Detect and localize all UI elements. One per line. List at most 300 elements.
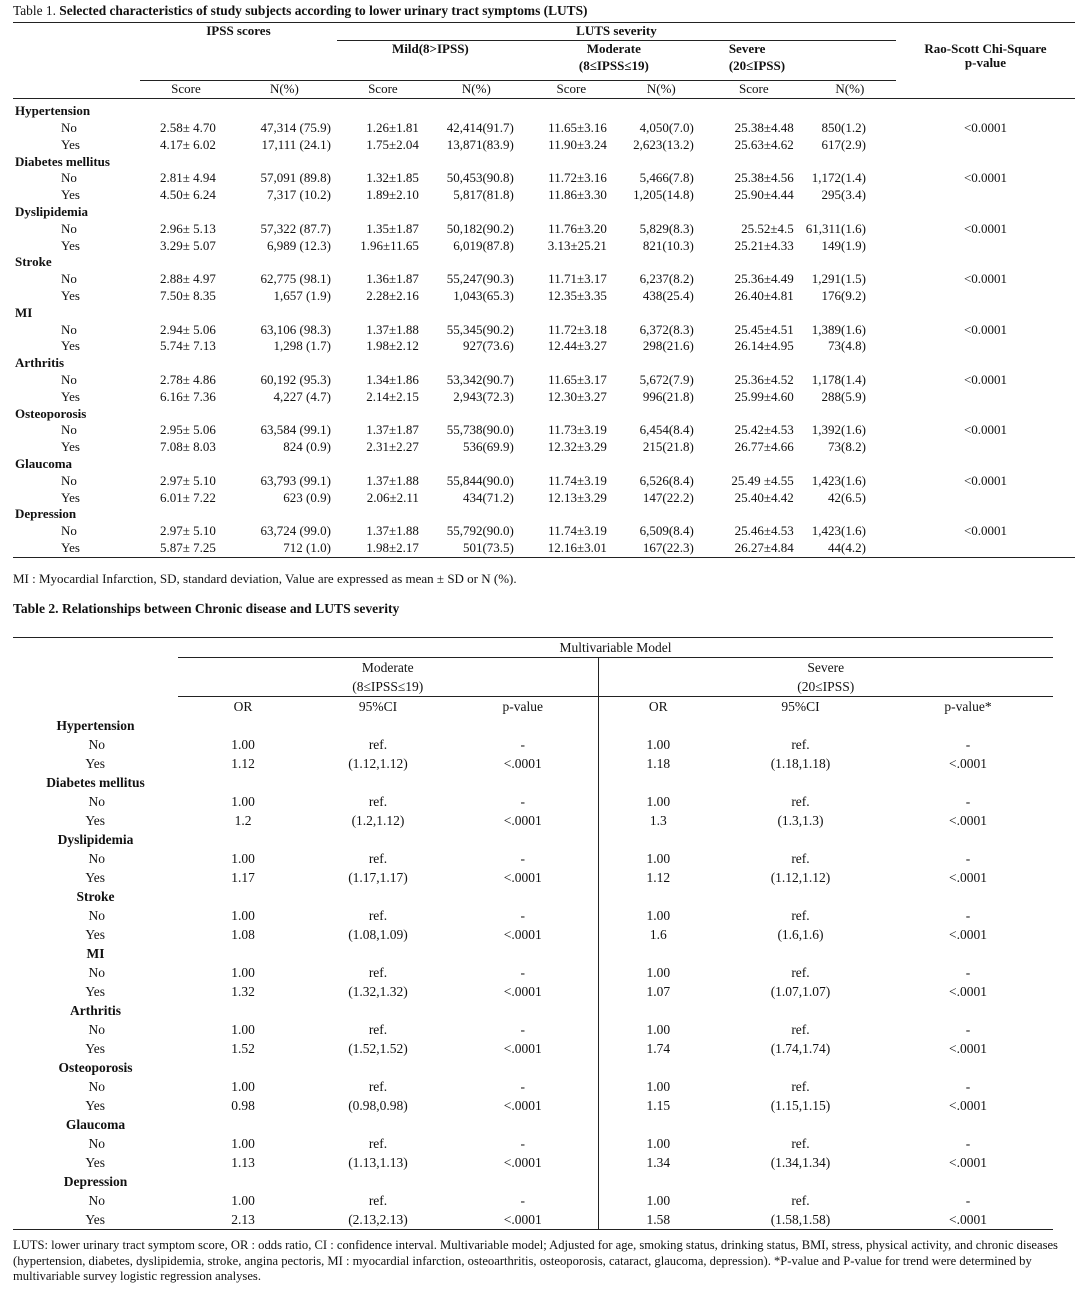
t1-cell: 6,019(87.8) [453,237,514,253]
t1-cell: 12.32±3.29 [547,439,607,455]
t2-cell: (1.34,1.34) [770,1155,831,1170]
t2-cell: - [520,965,525,980]
t2-group-label: Glaucoma [65,1117,126,1132]
t1-group-row [13,154,1075,171]
t1-data-row [13,322,1075,339]
t1-data-row [13,137,1075,154]
t2-cell: 1.3 [598,811,718,830]
t1-pvalue-cell: <0.0001 [963,170,1008,186]
t2-cell: 1.00 [231,1136,255,1151]
t1-cell: 1.98±2.17 [366,539,419,555]
t2-empty-cell [178,830,308,849]
t1-cell: 1.89±2.10 [366,187,419,203]
t2-empty-cell [178,716,308,735]
table1 [13,22,1075,558]
t1-cell: 2.14±2.15 [366,388,419,404]
t2-cell: 1.00 [598,849,718,868]
t2-cell: 1.00 [231,1079,255,1094]
t2-empty-cell [883,1058,1053,1077]
t2-group-label: Arthritis [70,1003,121,1018]
t2-cell: ref. [791,1079,810,1094]
t1-group-label: Glaucoma [15,455,73,471]
t1-data-row [13,473,1075,490]
t2-cell: 1.08 [231,927,255,942]
t2-data-row [13,1191,1053,1210]
t1-group-row [13,254,1075,271]
t2-empty-cell [308,830,448,849]
t2-data-row [13,1077,1053,1096]
t1-col-score: Score [704,80,804,98]
t2-header-model: Multivariable Model [178,638,1053,658]
t1-row-label: No [61,119,77,135]
t2-cell: 1.00 [231,965,255,980]
t2-empty-cell [308,1115,448,1134]
t1-row-label: Yes [61,338,80,354]
t2-empty-cell [718,773,883,792]
t1-cell: 7.08± 8.03 [160,439,216,455]
t2-cell: ref. [791,965,810,980]
t1-cell: 3.13±25.21 [547,237,607,253]
t1-row-label: Yes [61,539,80,555]
t2-data-row [13,982,1053,1001]
t2-empty-cell [598,1001,718,1020]
t1-cell: 25.90±4.44 [734,187,794,203]
t2-empty-cell [308,887,448,906]
t2-cell: (1.07,1.07) [770,984,831,999]
t2-empty-cell [598,887,718,906]
t2-cell: (1.12,1.12) [348,756,408,771]
t2-empty-cell [883,1172,1053,1191]
t1-cell: 5.74± 7.13 [160,338,216,354]
t1-cell: 55,844(90.0) [446,472,514,488]
t2-empty-cell [718,716,883,735]
t1-pvalue-cell: <0.0001 [963,371,1008,387]
t1-cell: 55,247(90.3) [446,271,514,287]
t1-cell: 42,414(91.7) [446,119,514,135]
t2-cell: 0.98 [231,1098,255,1113]
t1-cell: 6,237(8.2) [639,271,694,287]
t1-pvalue-cell [896,439,1075,456]
t2-header-moderate-range: (8≤IPSS≤19) [352,679,424,694]
t1-pvalue-cell [896,540,1075,557]
t2-cell: (1.13,1.13) [348,1155,408,1170]
t1-cell: 1,291(1.5) [811,271,866,287]
t2-cell: <.0001 [503,1098,542,1113]
t1-cell: 2.58± 4.70 [160,119,216,135]
t1-data-row [13,187,1075,204]
t1-data-row [13,221,1075,238]
t2-empty-cell [598,773,718,792]
table2 [13,637,1053,1230]
t1-cell: 4.17± 6.02 [160,136,216,152]
t2-group-label: Hypertension [56,718,135,733]
table1-caption [13,3,588,19]
t2-empty-cell [598,944,718,963]
t1-group-label: MI [15,304,33,320]
t1-row-label: Yes [61,439,80,455]
t1-data-row [13,422,1075,439]
t1-cell: 26.14±4.95 [734,338,794,354]
t2-row-label: Yes [85,813,105,828]
t1-cell: 1,392(1.6) [811,422,866,438]
t2-cell: <.0001 [503,870,542,885]
t1-pvalue-cell: <0.0001 [963,472,1008,488]
t2-empty-cell [598,716,718,735]
t2-group-label: Diabetes mellitus [46,775,145,790]
t2-empty-cell [448,1058,598,1077]
t2-group-row [13,887,1053,906]
t2-empty-cell [178,1001,308,1020]
t2-cell: - [520,1022,525,1037]
t1-cell: 63,106 (98.3) [260,321,331,337]
t1-cell: 927(73.6) [462,338,514,354]
t1-cell: 73(4.8) [828,338,866,354]
t2-cell: - [965,1079,971,1094]
t2-empty-cell [308,1001,448,1020]
t1-cell: 11.74±3.19 [548,472,607,488]
t2-cell: <.0001 [503,984,542,999]
t1-cell: 61,311(1.6) [805,220,866,236]
t1-cell: 1.36±1.87 [366,271,419,287]
t1-cell: 6,372(8.3) [639,321,694,337]
t2-empty-cell [448,773,598,792]
t1-group-label: Diabetes mellitus [15,153,110,169]
t2-cell: - [520,851,525,866]
t1-cell: 6,989 (12.3) [266,237,331,253]
t1-cell: 4.50± 6.24 [160,187,216,203]
t1-data-row [13,523,1075,540]
t2-cell: - [520,1079,525,1094]
t1-pvalue-cell: <0.0001 [963,523,1008,539]
t1-row-label: Yes [61,187,80,203]
t1-group-label: Osteoporosis [15,405,87,421]
t2-cell: 1.52 [231,1041,255,1056]
t2-row-label: Yes [85,1098,105,1113]
t1-cell: 11.74±3.19 [548,523,607,539]
t1-cell: 1.98±2.12 [366,338,419,354]
t2-cell: 1.58 [598,1210,718,1230]
t1-header-severe-range: (20≤IPSS) [728,57,786,73]
t2-empty-cell [448,1001,598,1020]
t2-cell: 1.00 [598,963,718,982]
t2-empty-cell [598,1172,718,1191]
t1-cell: 2,623(13.2) [633,136,694,152]
t1-cell: 6,454(8.4) [639,422,694,438]
t2-cell: 1.00 [598,1020,718,1039]
t2-cell: 1.07 [598,982,718,1001]
t2-col-p-star: p-value* [883,697,1053,717]
t1-header-severe: Severe [728,40,766,56]
t2-cell: 1.00 [598,906,718,925]
t1-cell: 55,345(90.2) [446,321,514,337]
t1-header-rao: Rao-Scott Chi-Square [924,40,1047,56]
t2-data-row [13,1020,1053,1039]
t1-cell: 295(3.4) [821,187,866,203]
t2-cell: <.0001 [949,1212,987,1227]
t2-data-row [13,1134,1053,1153]
t2-cell: 1.2 [234,813,252,828]
t1-cell: 1.26±1.81 [366,119,419,135]
t1-pvalue-cell: <0.0001 [963,321,1008,337]
t1-cell: 1,178(1.4) [811,371,866,387]
t1-col-score: Score [524,80,619,98]
t2-cell: ref. [368,1079,388,1094]
t1-cell: 2.94± 5.06 [160,321,216,337]
t1-cell: 11.86±3.30 [548,187,607,203]
t2-cell: <.0001 [949,984,987,999]
t2-empty-cell [883,830,1053,849]
t2-cell: ref. [368,737,388,752]
t1-pvalue-cell: <0.0001 [963,422,1008,438]
t1-data-row [13,389,1075,406]
t2-data-row [13,735,1053,754]
t1-cell: 1.35±1.87 [366,220,419,236]
t1-row-label: No [61,523,77,539]
t1-cell: 3.29± 5.07 [160,237,216,253]
t1-cell: 434(71.2) [462,489,514,505]
t2-cell: 1.00 [598,1134,718,1153]
t2-cell: <.0001 [503,1041,542,1056]
t1-cell: 5,817(81.8) [453,187,514,203]
t1-cell: 25.38±4.56 [734,170,794,186]
t2-cell: <.0001 [949,927,987,942]
t2-cell: 1.00 [231,737,255,752]
t2-empty-cell [718,830,883,849]
t1-cell: 996(21.8) [642,388,694,404]
t2-empty-cell [178,1172,308,1191]
t1-group-row [13,103,1075,120]
t2-cell: (1.52,1.52) [348,1041,408,1056]
t2-cell: 1.00 [598,792,718,811]
t1-col-n: N(%) [804,80,896,98]
t2-cell: ref. [791,794,810,809]
t2-group-row [13,1058,1053,1077]
t2-cell: (1.17,1.17) [348,870,408,885]
t2-row-label: Yes [85,1041,105,1056]
t2-cell: ref. [791,851,810,866]
t2-row-label: No [88,794,105,809]
t1-cell: 2.95± 5.06 [160,422,216,438]
t1-pvalue-cell [896,238,1075,255]
t2-cell: (1.12,1.12) [770,870,831,885]
t1-cell: 25.52±4.5 [741,220,794,236]
t2-data-row [13,1096,1053,1115]
t2-cell: <.0001 [503,1212,542,1227]
t1-row-label: No [61,422,77,438]
t2-cell: - [965,851,971,866]
t2-cell: - [520,737,525,752]
table1-body [13,103,1075,557]
t2-cell: - [965,794,971,809]
t1-cell: 438(25.4) [642,287,694,303]
t2-empty-cell [718,887,883,906]
t2-row-label: No [88,965,105,980]
t1-cell: 26.40±4.81 [734,287,794,303]
t1-cell: 1,389(1.6) [811,321,866,337]
t1-cell: 13,871(83.9) [446,136,514,152]
t2-cell: 1.00 [231,794,255,809]
t1-cell: 44(4.2) [828,539,866,555]
t1-cell: 4,227 (4.7) [273,388,331,404]
t1-cell: 50,182(90.2) [446,220,514,236]
t2-empty-cell [308,773,448,792]
t2-row-label: Yes [85,1212,105,1227]
t2-cell: - [965,1136,971,1151]
t1-row-label: No [61,321,77,337]
t1-row-label: No [61,472,77,488]
t2-group-row [13,944,1053,963]
t2-group-label: Dyslipidemia [57,832,134,847]
t2-empty-cell [308,1172,448,1191]
t2-row-label: No [88,1136,105,1151]
t1-cell: 25.49 ±4.55 [731,472,794,488]
t2-cell: (1.2,1.12) [351,813,405,828]
t2-data-row [13,1039,1053,1058]
t2-cell: - [520,1193,525,1208]
t1-header-mild: Mild(8>IPSS) [392,40,469,56]
t2-cell: 1.34 [598,1153,718,1172]
table1-note: MI : Myocardial Infarction, SD, standard deviation, Value are expressed as mean ± SD or N (%). [13,571,517,586]
t2-cell: ref. [368,908,388,923]
t2-cell: 1.00 [231,851,255,866]
t1-group-row [13,506,1075,523]
t1-cell: 1,172(1.4) [811,170,866,186]
t1-cell: 11.90±3.24 [548,136,607,152]
t2-cell: ref. [368,1136,388,1151]
t1-cell: 25.99±4.60 [734,388,794,404]
t1-data-row [13,271,1075,288]
t1-cell: 6,509(8.4) [639,523,694,539]
t2-cell: 1.15 [598,1096,718,1115]
t2-row-label: No [88,908,105,923]
t1-cell: 73(8.2) [828,439,866,455]
t1-group-row [13,456,1075,473]
t1-cell: 11.65±3.16 [548,119,607,135]
t1-cell: 12.44±3.27 [547,338,607,354]
t1-header-pvalue: p-value [964,54,1007,70]
t1-pvalue-cell [896,338,1075,355]
table1-caption-prefix: Table 1. [13,3,60,18]
t2-cell: (1.18,1.18) [770,756,831,771]
t2-col-p: p-value [448,697,598,717]
t1-cell: 63,793 (99.1) [260,472,331,488]
t2-col-ci: 95%CI [718,697,883,717]
t1-pvalue-cell [896,187,1075,204]
t1-header-moderate: Moderate [586,40,641,56]
t2-row-label: No [88,1079,105,1094]
t1-data-row [13,439,1075,456]
t2-empty-cell [718,944,883,963]
table2-caption: Table 2. Relationships between Chronic disease and LUTS severity [13,601,400,616]
t2-cell: <.0001 [949,1098,987,1113]
t1-cell: 25.42±4.53 [734,422,794,438]
t2-data-row [13,906,1053,925]
t2-cell: <.0001 [949,1155,987,1170]
t1-row-label: No [61,220,77,236]
t1-cell: 53,342(90.7) [446,371,514,387]
t1-row-label: Yes [61,136,80,152]
t2-header-severe-range: (20≤IPSS) [598,677,1053,697]
t2-row-label: Yes [85,756,105,771]
t1-group-row [13,305,1075,322]
t1-cell: 11.72±3.16 [548,170,607,186]
t1-cell: 5,466(7.8) [639,170,694,186]
t2-cell: <.0001 [949,1041,987,1056]
t2-cell: 2.13 [231,1212,255,1227]
t1-data-row [13,490,1075,507]
t1-cell: 1,423(1.6) [811,523,866,539]
t2-row-label: Yes [85,1155,105,1170]
t2-cell: ref. [368,794,388,809]
t2-header-severe: Severe [598,658,1053,678]
t1-cell: 11.71±3.17 [548,271,607,287]
t1-cell: 2.97± 5.10 [160,523,216,539]
t1-group-row [13,204,1075,221]
t1-cell: 1.37±1.88 [366,472,419,488]
t2-empty-cell [448,830,598,849]
t2-cell: <.0001 [503,1155,542,1170]
t2-col-ci: 95%CI [308,697,448,717]
t2-cell: - [965,1193,971,1208]
t2-cell: (1.58,1.58) [770,1212,831,1227]
t2-empty-cell [883,1115,1053,1134]
t1-pvalue-cell [896,389,1075,406]
t2-cell: - [965,965,971,980]
t2-empty-cell [308,1058,448,1077]
t2-cell: - [520,908,525,923]
t1-cell: 12.35±3.35 [547,287,607,303]
t1-cell: 2.28±2.16 [366,287,419,303]
t1-cell: 57,322 (87.7) [260,220,331,236]
t1-cell: 26.27±4.84 [734,539,794,555]
t2-data-row [13,868,1053,887]
t2-cell: (1.32,1.32) [348,984,408,999]
t1-cell: 215(21.8) [642,439,694,455]
t1-cell: 25.36±4.52 [734,371,794,387]
t1-row-label: No [61,371,77,387]
t1-cell: 501(73.5) [462,539,514,555]
t2-cell: 1.00 [231,1022,255,1037]
t1-cell: 1,043(65.3) [453,287,514,303]
t2-row-label: Yes [85,984,105,999]
t1-cell: 2.81± 4.94 [160,170,216,186]
t1-cell: 850(1.2) [821,119,866,135]
t1-header-ipss: IPSS scores [206,23,271,39]
t1-cell: 11.72±3.18 [548,321,607,337]
t1-col-n: N(%) [429,80,524,98]
t2-row-label: No [88,737,105,752]
t2-empty-cell [308,944,448,963]
t2-cell: <.0001 [949,813,987,828]
t2-row-label: No [88,1193,105,1208]
t1-cell: 25.38±4.48 [734,119,794,135]
t2-empty-cell [178,773,308,792]
t2-cell: (1.6,1.6) [777,927,824,942]
t1-cell: 55,738(90.0) [446,422,514,438]
t2-header-moderate: Moderate [361,660,414,675]
t1-cell: 617(2.9) [821,136,866,152]
t1-group-label: Dyslipidemia [15,203,88,219]
t2-empty-cell [718,1001,883,1020]
t2-cell: <.0001 [503,927,542,942]
t2-cell: (1.3,1.3) [777,813,824,828]
t2-empty-cell [883,944,1053,963]
t1-cell: 176(9.2) [821,287,866,303]
t1-cell: 821(10.3) [642,237,694,253]
t2-empty-cell [598,1058,718,1077]
t2-empty-cell [598,830,718,849]
t2-empty-cell [598,1115,718,1134]
